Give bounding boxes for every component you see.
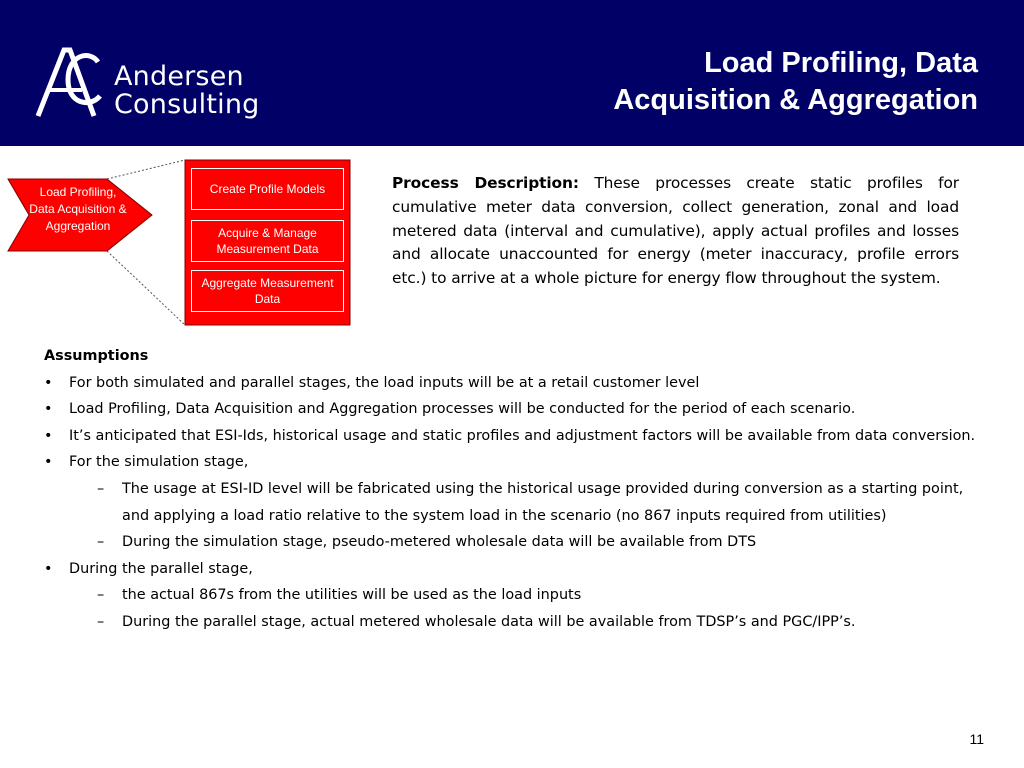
assumption-item (44, 423, 984, 450)
process-description-text: These processes create static profiles for cumulative meter data conversion, collect generation, zonal and load metered data (interval and cumulative), apply actual profiles and losses and allocate unaccounted for energy (meter inaccuracy, profile errors etc.) to arrive at a whole picture for energy flow throughout the system. (392, 174, 960, 288)
box-aggregate-data: Aggregate Measurement Data (191, 270, 344, 312)
assumption-item (44, 370, 984, 397)
assumption-text: Load Profiling, Data Acquisition and Aggregation processes will be conducted for the period of each scenario. (69, 401, 856, 418)
logo-wordmark (114, 63, 260, 119)
page-number: 11 (969, 731, 984, 747)
bullet-marker: • (44, 427, 53, 444)
title-banner (0, 0, 1024, 146)
assumption-subtext: the actual 867s from the utilities will be used as the load inputs (122, 587, 582, 604)
assumption-subitem (44, 609, 984, 636)
page-title (458, 45, 978, 119)
bullet-marker: • (44, 454, 53, 471)
assumption-item (44, 449, 984, 476)
assumption-text: For the simulation stage, (69, 454, 249, 471)
assumption-text: During the parallel stage, (69, 560, 253, 577)
assumption-subtext: During the simulation stage, pseudo-metered wholesale data will be available from DTS (122, 534, 757, 551)
assumption-subitem (44, 529, 984, 556)
process-description-label: Process Description: (392, 174, 579, 192)
process-description (392, 172, 959, 291)
arrow-label: Load Profiling, Data Acquisition & Aggregation (29, 185, 127, 233)
box-create-profile-models: Create Profile Models (191, 168, 344, 210)
bullet-marker: • (44, 374, 53, 391)
assumption-subtext: During the parallel stage, actual metered wholesale data will be available from TDSP’s and PGC/IPP’s. (122, 613, 856, 630)
logo-line-1: Andersen (114, 61, 244, 92)
andersen-consulting-logo-icon (34, 44, 114, 124)
dash-marker: – (97, 613, 105, 630)
assumption-text: For both simulated and parallel stages, the load inputs will be at a retail customer level (69, 374, 700, 391)
assumption-subtext: The usage at ESI-ID level will be fabricated using the historical usage provided during conversion as a starting point, and applying a load ratio relative to the system load in the scenario (no 867 inputs required from utilities) (122, 480, 964, 524)
logo-line-2: Consulting (114, 89, 260, 120)
assumptions-section (44, 343, 984, 636)
dash-marker: – (97, 534, 105, 551)
connector-top-line (107, 160, 185, 179)
assumption-text: It’s anticipated that ESI-Ids, historical usage and static profiles and adjustment factors will be available from data conversion. (69, 427, 976, 444)
title-line-2: Acquisition & Aggregation (613, 84, 978, 116)
assumption-item (44, 396, 984, 423)
title-line-1: Load Profiling, Data (704, 47, 978, 79)
process-diagram (0, 150, 380, 340)
connector-bottom-line (107, 251, 185, 325)
bullet-marker: • (44, 560, 53, 577)
dash-marker: – (97, 587, 105, 604)
assumption-item (44, 556, 984, 583)
bullet-marker: • (44, 401, 53, 418)
assumption-subitem (44, 582, 984, 609)
box-acquire-manage-data: Acquire & Manage Measurement Data (191, 220, 344, 262)
assumption-subitem (44, 476, 984, 529)
assumptions-heading: Assumptions (44, 348, 149, 364)
dash-marker: – (97, 480, 105, 497)
